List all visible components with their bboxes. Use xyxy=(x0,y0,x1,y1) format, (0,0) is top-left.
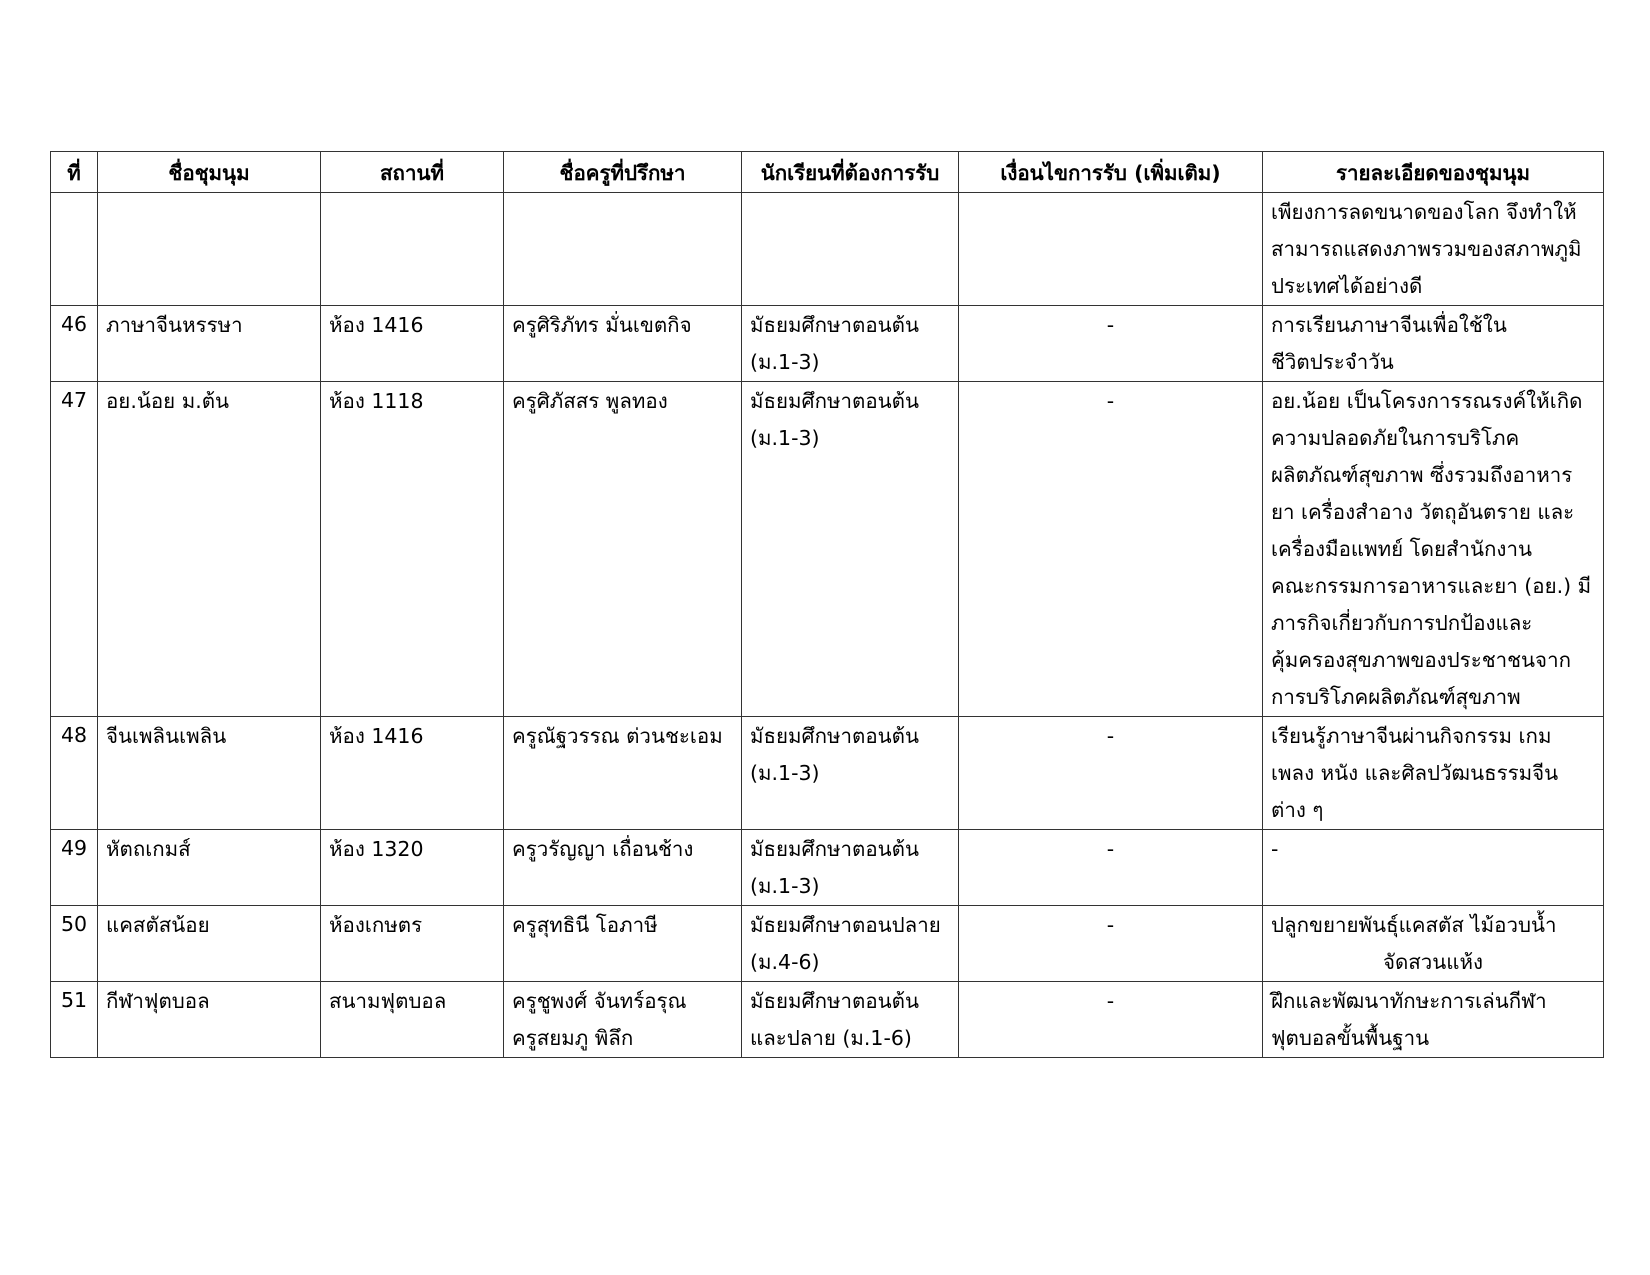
cell-condition: - xyxy=(959,717,1263,830)
cell-club: แคสตัสน้อย xyxy=(98,906,321,982)
cell-place: ห้อง 1416 xyxy=(321,306,504,382)
students-line: มัธยมศึกษาตอนต้น xyxy=(750,837,919,861)
cell-students xyxy=(742,193,959,306)
cell-advisor xyxy=(504,306,742,382)
students-line: (ม.4-6) xyxy=(750,950,820,974)
cell-detail xyxy=(1263,193,1604,306)
detail-line: ฝึกและพัฒนาทักษะการเล่นกีฬา xyxy=(1271,989,1547,1013)
cell-condition: - xyxy=(959,830,1263,906)
cell-advisor xyxy=(504,906,742,982)
cell-detail xyxy=(1263,830,1604,906)
cell-students xyxy=(742,382,959,717)
students-line: มัธยมศึกษาตอนต้น xyxy=(750,389,919,413)
cell-detail xyxy=(1263,382,1604,717)
table-row xyxy=(51,906,1604,982)
students-line: มัธยมศึกษาตอนต้น xyxy=(750,724,919,748)
teacher-name: ครูชูพงศ์ จันทร์อรุณ xyxy=(512,989,687,1013)
teacher-name: ครูศิภัสสร พูลทอง xyxy=(512,389,668,413)
header-detail: รายละเอียดของชุมนุม xyxy=(1263,152,1604,193)
cell-no: 51 xyxy=(51,982,98,1058)
detail-line: เครื่องมือแพทย์ โดยสำนักงาน xyxy=(1271,537,1532,561)
cell-club xyxy=(98,193,321,306)
table-row xyxy=(51,306,1604,382)
cell-advisor xyxy=(504,830,742,906)
cell-advisor xyxy=(504,382,742,717)
detail-line: คณะกรรมการอาหารและยา (อย.) มี xyxy=(1271,574,1592,598)
students-line: มัธยมศึกษาตอนปลาย xyxy=(750,913,941,937)
cell-students xyxy=(742,982,959,1058)
detail-line: ประเทศได้อย่างดี xyxy=(1271,274,1423,298)
detail-line: ชีวิตประจำวัน xyxy=(1271,350,1394,374)
cell-condition: - xyxy=(959,982,1263,1058)
cell-no xyxy=(51,193,98,306)
cell-advisor xyxy=(504,193,742,306)
detail-line: ภารกิจเกี่ยวกับการปกป้องและ xyxy=(1271,611,1533,635)
teacher-name: ครูสุทธินี โอภาษี xyxy=(512,913,658,937)
cell-condition xyxy=(959,193,1263,306)
cell-no: 50 xyxy=(51,906,98,982)
detail-line: ฟุตบอลขั้นพื้นฐาน xyxy=(1271,1026,1430,1050)
students-line: มัธยมศึกษาตอนต้น xyxy=(750,313,919,337)
table-row xyxy=(51,830,1604,906)
detail-line: เรียนรู้ภาษาจีนผ่านกิจกรรม เกม xyxy=(1271,724,1552,748)
teacher-name: ครูสยมภู พิลึก xyxy=(512,1026,634,1050)
club-table xyxy=(50,151,1604,1058)
detail-line: ยา เครื่องสำอาง วัตถุอันตราย และ xyxy=(1271,500,1575,524)
detail-line: การเรียนภาษาจีนเพื่อใช้ใน xyxy=(1271,313,1507,337)
cell-no: 49 xyxy=(51,830,98,906)
detail-line: ปลูกขยายพันธุ์แคสตัส ไม้อวบน้ำ xyxy=(1271,913,1557,937)
detail-line: จัดสวนแห้ง xyxy=(1382,950,1484,974)
cell-club: กีฬาฟุตบอล xyxy=(98,982,321,1058)
header-no: ที่ xyxy=(51,152,98,193)
cell-place: ห้อง 1416 xyxy=(321,717,504,830)
cell-place: สนามฟุตบอล xyxy=(321,982,504,1058)
cell-club: จีนเพลินเพลิน xyxy=(98,717,321,830)
header-advisor: ชื่อครูที่ปรึกษา xyxy=(504,152,742,193)
teacher-name: ครูวรัญญา เถื่อนช้าง xyxy=(512,837,694,861)
cell-students xyxy=(742,906,959,982)
cell-no: 48 xyxy=(51,717,98,830)
cell-club: ภาษาจีนหรรษา xyxy=(98,306,321,382)
students-line: (ม.1-3) xyxy=(750,426,820,450)
cell-place: ห้องเกษตร xyxy=(321,906,504,982)
cell-place xyxy=(321,193,504,306)
header-place: สถานที่ xyxy=(321,152,504,193)
detail-line: เพลง หนัง และศิลปวัฒนธรรมจีน xyxy=(1271,761,1559,785)
cell-detail xyxy=(1263,982,1604,1058)
students-line: (ม.1-3) xyxy=(750,761,820,785)
detail-line: อย.น้อย เป็นโครงการรณรงค์ให้เกิด xyxy=(1271,389,1583,413)
students-line: มัธยมศึกษาตอนต้น xyxy=(750,989,919,1013)
cell-detail xyxy=(1263,306,1604,382)
cell-condition: - xyxy=(959,382,1263,717)
cell-no: 46 xyxy=(51,306,98,382)
cell-advisor xyxy=(504,717,742,830)
detail-line: - xyxy=(1271,837,1279,861)
students-line: (ม.1-3) xyxy=(750,874,820,898)
header-students: นักเรียนที่ต้องการรับ xyxy=(742,152,959,193)
header-condition: เงื่อนไขการรับ (เพิ่มเติม) xyxy=(959,152,1263,193)
detail-line: คุ้มครองสุขภาพของประชาชนจาก xyxy=(1271,648,1571,672)
table-row-continuation xyxy=(51,193,1604,306)
detail-line: ต่าง ๆ xyxy=(1271,798,1324,822)
students-line: และปลาย (ม.1-6) xyxy=(750,1026,912,1050)
detail-line: ความปลอดภัยในการบริโภค xyxy=(1271,426,1520,450)
detail-line: ผลิตภัณฑ์สุขภาพ ซึ่งรวมถึงอาหาร xyxy=(1271,463,1573,487)
cell-students xyxy=(742,306,959,382)
cell-detail xyxy=(1263,717,1604,830)
cell-detail xyxy=(1263,906,1604,982)
table-row xyxy=(51,982,1604,1058)
cell-club: อย.น้อย ม.ต้น xyxy=(98,382,321,717)
detail-line: สามารถแสดงภาพรวมของสภาพภูมิ xyxy=(1271,237,1582,261)
table-header-row xyxy=(51,152,1604,193)
teacher-name: ครูณัฐวรรณ ต่วนชะเอม xyxy=(512,724,723,748)
table-row xyxy=(51,382,1604,717)
cell-condition: - xyxy=(959,306,1263,382)
header-club-name: ชื่อชุมนุม xyxy=(98,152,321,193)
cell-place: ห้อง 1118 xyxy=(321,382,504,717)
teacher-name: ครูศิริภัทร มั่นเขตกิจ xyxy=(512,313,692,337)
cell-advisor xyxy=(504,982,742,1058)
cell-no: 47 xyxy=(51,382,98,717)
detail-line: การบริโภคผลิตภัณฑ์สุขภาพ xyxy=(1271,685,1521,709)
detail-line: เพียงการลดขนาดของโลก จึงทำให้ xyxy=(1271,200,1577,224)
cell-condition: - xyxy=(959,906,1263,982)
cell-students xyxy=(742,830,959,906)
cell-place: ห้อง 1320 xyxy=(321,830,504,906)
cell-club: หัตถเกมส์ xyxy=(98,830,321,906)
table-row xyxy=(51,717,1604,830)
cell-students xyxy=(742,717,959,830)
students-line: (ม.1-3) xyxy=(750,350,820,374)
